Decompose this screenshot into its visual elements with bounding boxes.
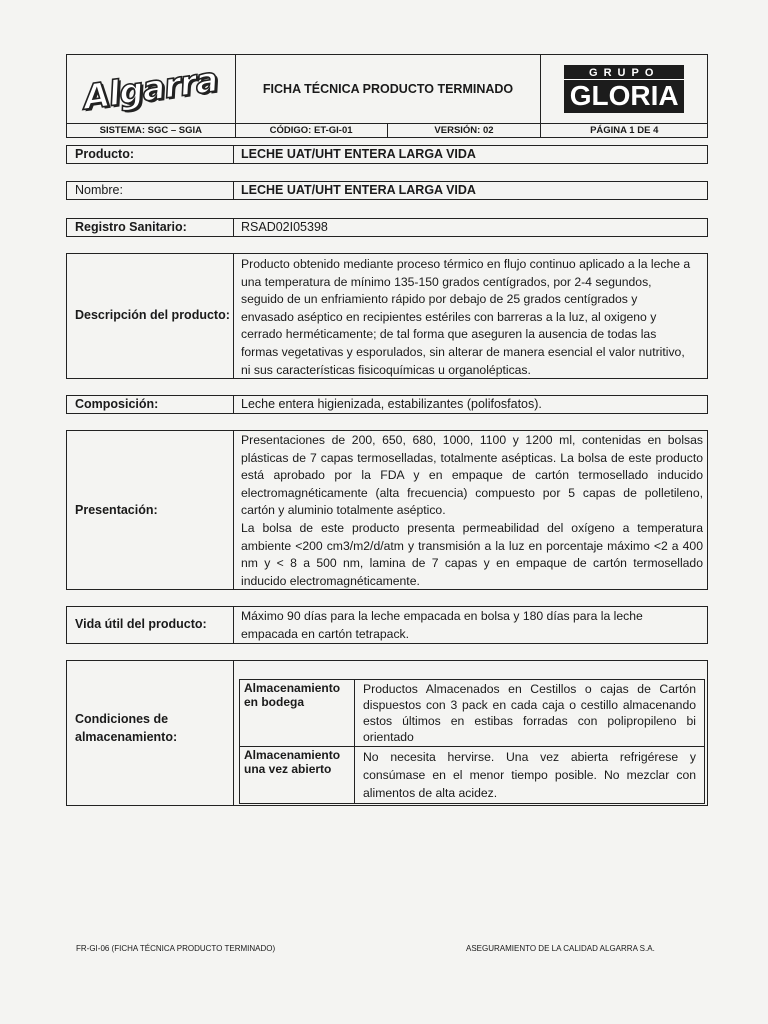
composicion-label: Composición: xyxy=(75,397,159,411)
producto-value: LECHE UAT/UHT ENTERA LARGA VIDA xyxy=(241,147,476,161)
pagina-cell: PÁGINA 1 DE 4 xyxy=(541,123,708,137)
almacenamiento-row xyxy=(66,660,708,806)
almacenamiento-key: Almacenamiento una vez abierto xyxy=(240,747,355,804)
registro-label: Registro Sanitario: xyxy=(75,220,187,234)
vida-util-label: Vida útil del producto: xyxy=(75,617,207,631)
producto-label: Producto: xyxy=(75,147,135,161)
almacenamiento-value: No necesita hervirse. Una vez abierta refrigérese y consúmase en el menor tiempo posible. No mezclar con alimentos de alta acidez. xyxy=(355,747,705,804)
presentacion-value-2: La bolsa de este producto presenta permeabilidad del oxígeno a temperatura ambiente <200 cm3/m2/d/atm y transmisión a la luz en porcentaje máximo <2 a 400 nm y < 8 a 500 nm, lamina de 7 capas y en empaque de cartón termosellado inducido electromagnéticamente. xyxy=(241,520,703,588)
almacenamiento-table xyxy=(239,679,705,804)
vida-util-row xyxy=(66,606,708,644)
descripcion-value: Producto obtenido mediante proceso térmico en flujo continuo aplicado a la leche a una temperatura de mínimo 135-150 grados centígrados, por 2-4 segundos, seguido de un enfriamiento rápido por debajo de 25 grados centígrados y envasado aséptico en recipientes estériles con barreras a la luz, al oxigeno y cerrado herméticamente; de tal forma que aseguren la ausencia de todas las formas vegetativas y esporulados, sin alterar de manera esencial el valor nutritivo, ni sus características fisicoquímicas u organolépticas. xyxy=(241,257,691,377)
almacenamiento-value: Productos Almacenados en Cestillos o cajas de Cartón dispuestos con 3 pack en cada caja o cestillo almacenando estos últimos en estibas forradas con polipropileno bi orientado xyxy=(355,680,705,747)
nombre-row xyxy=(66,181,708,200)
nombre-value: LECHE UAT/UHT ENTERA LARGA VIDA xyxy=(241,183,476,197)
presentacion-value-1: Presentaciones de 200, 650, 680, 1000, 1100 y 1200 ml, contenidas en bolsas plásticas de 7 capas termoselladas, totalmente asépticas. La bolsa de este producto está aprobado por la FDA y en empaque de cartón termosellado inducido electromagnéticamente (alta frecuencia) compuesto por 5 capas de polletileno, cartón y aluminio totalmente aséptico. xyxy=(241,433,703,518)
version-cell: VERSIÓN: 02 xyxy=(387,123,541,137)
registro-value: RSAD02I05398 xyxy=(241,220,328,234)
gloria-logo: GRUPO GLORIA xyxy=(564,65,684,113)
sistema-cell: SISTEMA: SGC – SGIA xyxy=(67,123,236,137)
document-header xyxy=(66,54,708,138)
registro-row xyxy=(66,218,708,237)
descripcion-row xyxy=(66,253,708,379)
almacenamiento-label: Condiciones de almacenamiento: xyxy=(75,712,178,744)
vida-util-value: Máximo 90 días para la leche empacada en bolsa y 180 días para la leche empacada en cartón tetrapack. xyxy=(241,609,643,641)
producto-row xyxy=(66,145,708,164)
presentacion-label: Presentación: xyxy=(75,503,158,517)
title-cell xyxy=(235,55,541,124)
almacenamiento-item xyxy=(240,680,705,747)
gloria-logo-cell xyxy=(541,55,708,124)
footer-left: FR-GI-06 (FICHA TÉCNICA PRODUCTO TERMINADO) xyxy=(76,944,276,953)
composicion-value: Leche entera higienizada, estabilizantes (polifosfatos). xyxy=(241,397,542,411)
nombre-label: Nombre: xyxy=(75,183,123,197)
document-title: FICHA TÉCNICA PRODUCTO TERMINADO xyxy=(262,81,514,96)
presentacion-row xyxy=(66,430,708,590)
codigo-cell: CÓDIGO: ET-GI-01 xyxy=(235,123,387,137)
almacenamiento-item xyxy=(240,747,705,804)
almacenamiento-key: Almacenamiento en bodega xyxy=(240,680,355,747)
composicion-row xyxy=(66,395,708,414)
algarra-logo: Algarra xyxy=(81,59,221,119)
algarra-logo-cell xyxy=(67,55,236,124)
footer-right: ASEGURAMIENTO DE LA CALIDAD ALGARRA S.A. xyxy=(466,944,655,953)
descripcion-label: Descripción del producto: xyxy=(75,308,230,322)
